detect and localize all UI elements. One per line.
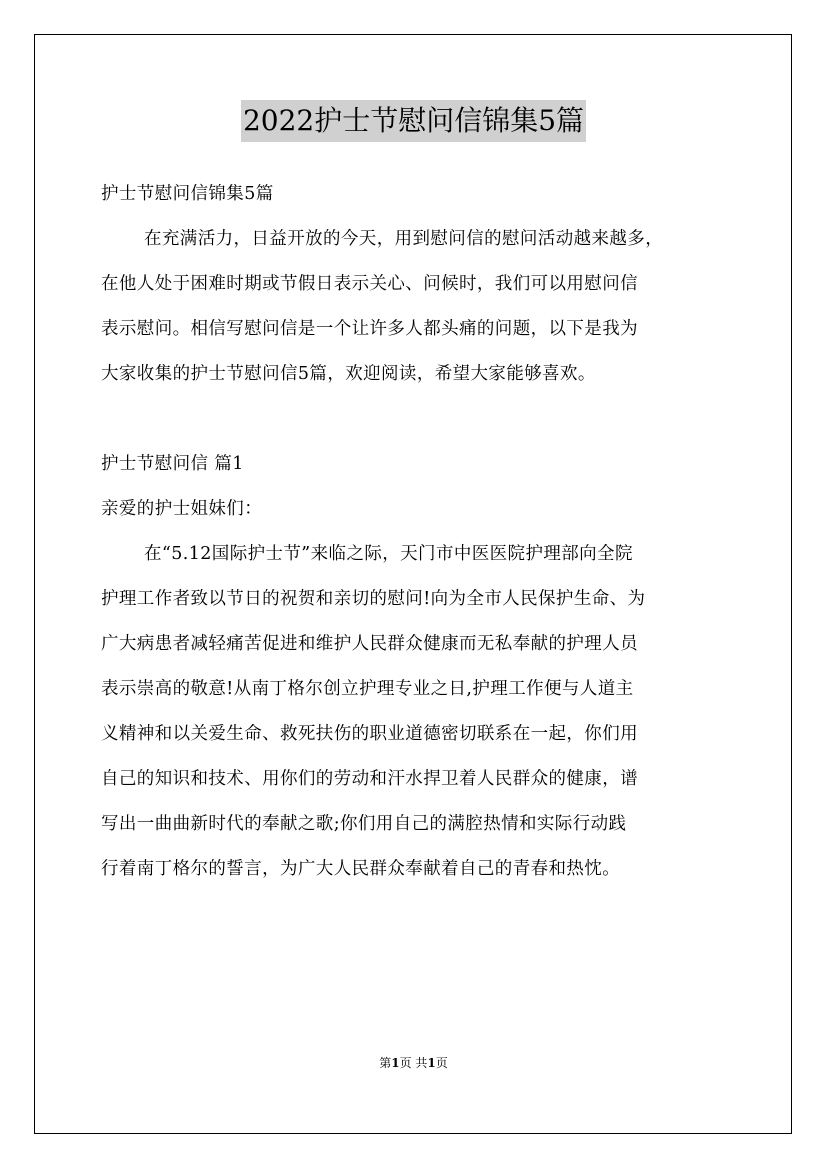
intro-line: 大家收集的护士节慰问信5篇，欢迎阅读，希望大家能够喜欢。: [101, 364, 596, 384]
intro-line: 表示慰问。相信写慰问信是一个让许多人都头痛的问题，以下是我为: [101, 319, 638, 339]
document-title: 2022护士节慰问信锦集5篇: [241, 100, 586, 142]
salutation: 亲爱的护士姐妹们：: [101, 499, 263, 519]
body-line: 写出一曲曲新时代的奉献之歌;你们用自己的满腔热情和实际行动践: [101, 814, 627, 834]
section-heading: 护士节慰问信 篇1: [101, 454, 244, 474]
intro-line: 在他人处于困难时期或节假日表示关心、问候时，我们可以用慰问信: [101, 274, 638, 294]
document-subtitle: 护士节慰问信锦集5篇: [101, 184, 274, 204]
body-line: 护理工作者致以节日的祝贺和亲切的慰问!向为全市人民保护生命、为: [101, 589, 646, 609]
body-line: 自己的知识和技术、用你们的劳动和汗水捍卫着人民群众的健康，谱: [101, 769, 638, 789]
document-body: [101, 172, 727, 892]
footer-total-pages: 1: [427, 1056, 436, 1070]
page-footer: [0, 1055, 827, 1071]
footer-suffix: 页: [435, 1056, 448, 1070]
footer-page-number: 1: [391, 1056, 400, 1070]
body-line: 义精神和以关爱生命、救死扶伤的职业道德密切联系在一起，你们用: [101, 724, 638, 744]
body-line: 行着南丁格尔的誓言，为广大人民群众奉献着自己的青春和热忱。: [101, 859, 621, 879]
footer-prefix: 第: [379, 1056, 392, 1070]
intro-line: 在充满活力，日益开放的今天，用到慰问信的慰问活动越来越多，: [144, 229, 664, 249]
body-line: 在“5.12国际护士节”来临之际，天门市中医医院护理部向全院: [144, 544, 633, 564]
body-line: 表示崇高的敬意!从南丁格尔创立护理专业之日,护理工作便与人道主: [101, 679, 634, 699]
title-wrap: [0, 100, 827, 142]
paragraph-gap: [101, 397, 727, 442]
body-line: 广大病患者减轻痛苦促进和维护人民群众健康而无私奉献的护理人员: [101, 634, 638, 654]
footer-mid: 页 共: [399, 1056, 428, 1070]
